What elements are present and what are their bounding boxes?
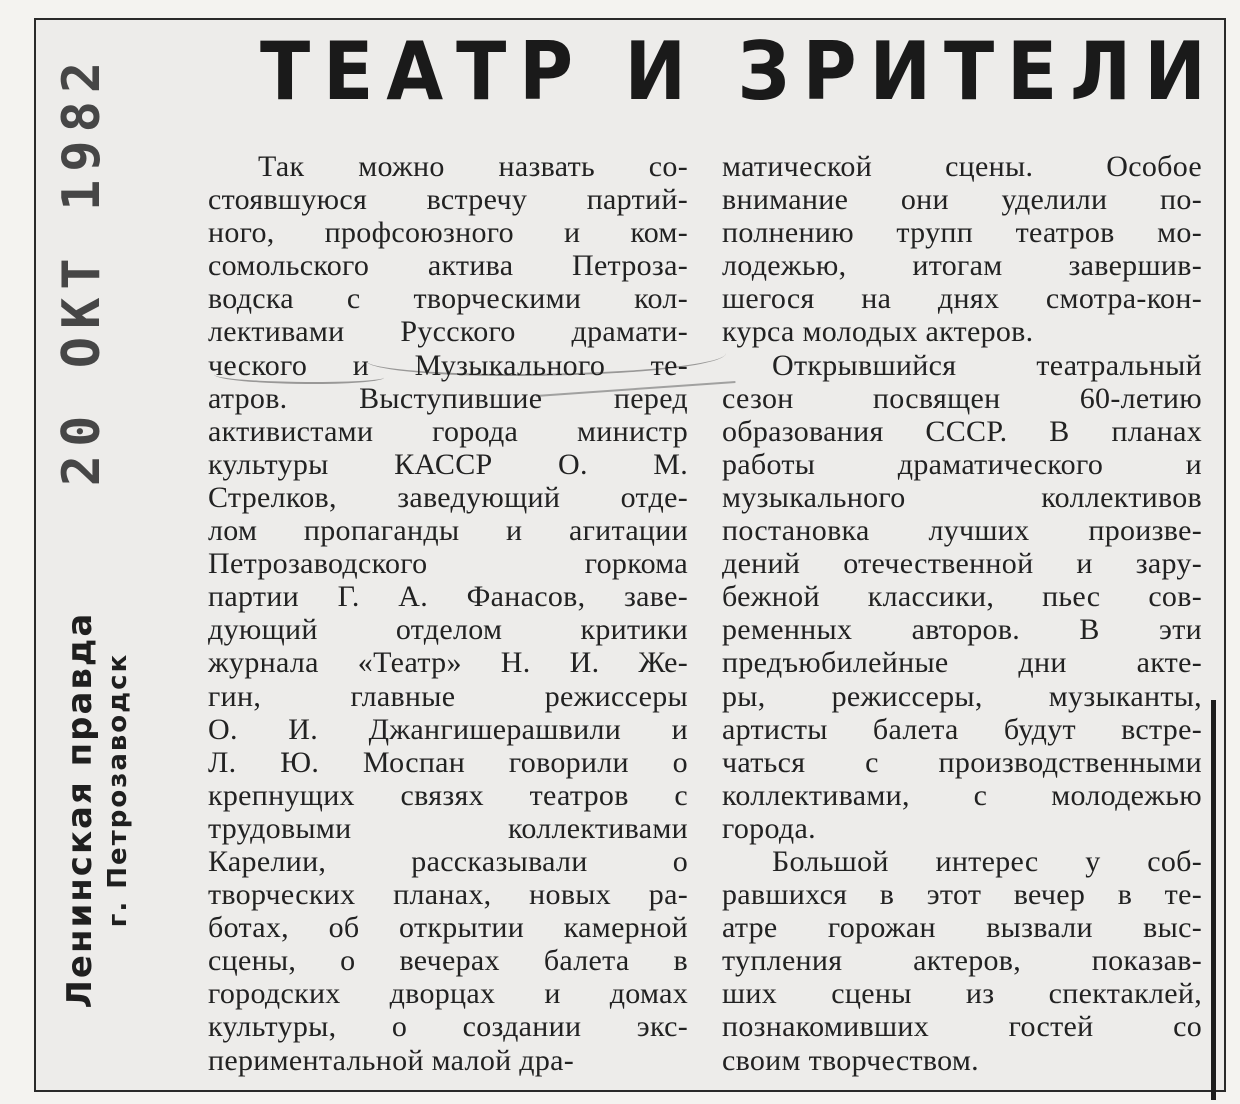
article-text-line: лодежью, итогам завершив- — [722, 249, 1202, 283]
article-text-line: партии Г. А. Фанасов, заве- — [208, 580, 688, 614]
article-text-line: шегося на днях смотра-кон- — [722, 282, 1202, 316]
city-stamp-text: г. Петрозаводск — [103, 652, 133, 928]
article-text-line: чаться с производственными — [722, 745, 1202, 779]
article-text-line: тупления актеров, показав- — [722, 944, 1202, 978]
article-text-line: матической сцены. Особое — [722, 150, 1202, 183]
article-text-line: ботах, об открытии камерной — [208, 911, 688, 945]
article-text-line: ного, профсоюзного и ком- — [208, 216, 688, 250]
article-text-line: Так можно назвать со- — [258, 150, 688, 183]
article-text-line: равшихся в этот вечер в те- — [722, 878, 1202, 912]
article-text-line: предъюбилейные дни акте- — [722, 646, 1202, 680]
article-text-line: лом пропаганды и агитации — [208, 514, 688, 548]
article-text-line: журнала «Театр» Н. И. Же- — [208, 646, 688, 680]
article-text-line: активистами города министр — [208, 414, 688, 448]
article-text-line: музыкального коллективов — [722, 480, 1202, 514]
article-text-line: сомольского актива Петроза- — [208, 249, 688, 283]
article-text-line: атре горожан вызвали выс- — [722, 911, 1202, 945]
article-text-line: водска с творческими кол- — [208, 282, 688, 316]
article-text-line: города. — [722, 811, 816, 845]
article-text-line: атров. Выступившие перед — [208, 381, 688, 415]
article-text-line: Открывшийся театральный — [772, 348, 1202, 382]
article-text-line: Стрелков, заведующий отде- — [208, 480, 688, 514]
article-text-line: городских дворцах и домах — [208, 977, 688, 1011]
article-text-line: постановка лучших произве- — [722, 514, 1202, 548]
date-stamp-text: 20 ОКТ 1982 — [52, 53, 112, 487]
article-text-line: ры, режиссеры, музыканты, — [722, 679, 1202, 713]
article-text-line: образования СССР. В планах — [722, 414, 1202, 448]
article-text-line: Л. Ю. Моспан говорили о — [208, 745, 688, 779]
article-text-line: стоявшуюся встречу партий- — [208, 183, 688, 217]
article-text-line: сезон посвящен 60-летию — [722, 381, 1202, 415]
article-text-line: бежной классики, пьес сов- — [722, 580, 1202, 614]
article-text-line: внимание они уделили по- — [722, 183, 1202, 217]
article-text-line: полнению трупп театров мо- — [722, 216, 1202, 250]
article-text-line: артисты балета будут встре- — [722, 712, 1202, 746]
article-text-line: своим творчеством. — [722, 1043, 979, 1077]
article-text-line: гин, главные режиссеры — [208, 679, 688, 713]
article-text-line: коллективами, с молодежью — [722, 778, 1202, 812]
article-text-line: ческого и Музыкального те- — [208, 348, 688, 382]
article-text-line: ших сцены из спектаклей, — [722, 977, 1202, 1011]
article-text-line: сцены, о вечерах балета в — [208, 944, 688, 978]
article-text-line: культуры КАССР О. М. — [208, 447, 688, 481]
article-text-line: курса молодых актеров. — [722, 315, 1034, 349]
newspaper-name-text: Ленинская правда — [60, 611, 100, 1009]
article-text-line: работы драматического и — [722, 447, 1202, 481]
article-text-line: Карелии, рассказывали о — [208, 844, 688, 878]
clipping-edge-shadow — [1211, 700, 1216, 1100]
article-text-line: трудовыми коллективами — [208, 811, 688, 845]
article-text-line: дующий отделом критики — [208, 613, 688, 647]
article-text-line: Петрозаводского горкома — [208, 547, 688, 581]
article-text-line: периментальной малой дра- — [208, 1043, 575, 1077]
article-text-line: О. И. Джангишерашвили и — [208, 712, 688, 746]
article-text-line: крепнущих связях театров с — [208, 778, 688, 812]
article-column-right — [722, 150, 1202, 1077]
article-headline: ТЕАТР И ЗРИТЕЛИ — [260, 25, 1219, 118]
article-text-line: ременных авторов. В эти — [722, 613, 1202, 647]
article-text-line: лективами Русского драмати- — [208, 315, 688, 349]
article-text-line: культуры, о создании экс- — [208, 1010, 688, 1044]
article-text-line: творческих планах, новых ра- — [208, 878, 688, 912]
article-text-line: познакомивших гостей со — [722, 1010, 1202, 1044]
article-column-left — [208, 150, 688, 1077]
article-text-line: дений отечественной и зару- — [722, 547, 1202, 581]
article-text-line: Большой интерес у соб- — [772, 844, 1202, 878]
